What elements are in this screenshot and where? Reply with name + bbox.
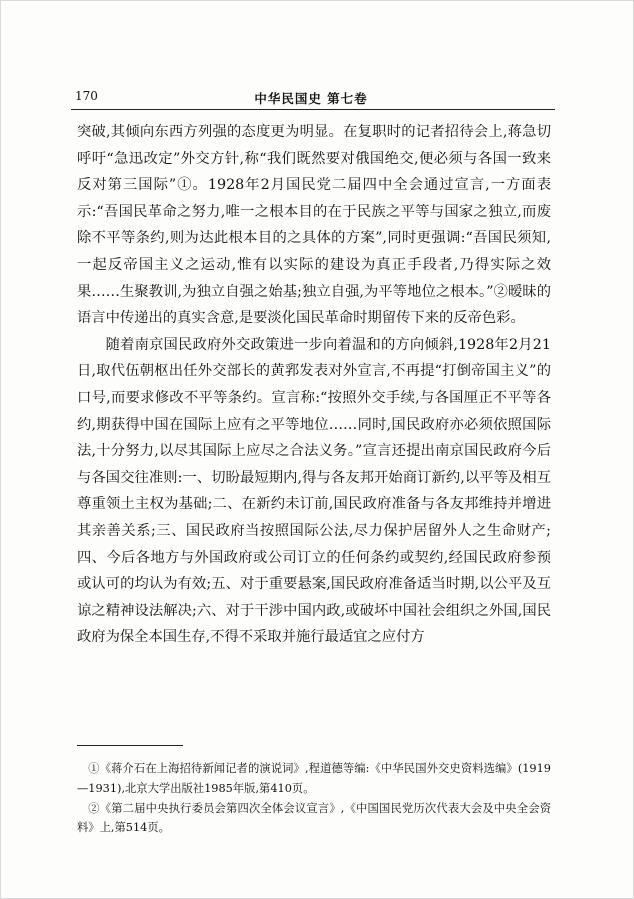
page-number: 170 [75, 89, 98, 103]
footnote-2: ②《第二届中央执行委员会第四次全体会议宣言》,《中国国民党历次代表大会及中央全会资料》上,第514页。 [77, 801, 551, 835]
page-header [71, 89, 551, 111]
body-text [77, 119, 551, 651]
header-rule [71, 109, 555, 110]
running-title: 中华民国史 第七卷 [254, 91, 368, 106]
paragraph-1: 突破,其倾向东西方列强的态度更为明显。在复职时的记者招待会上,蒋急切呼吁“急迅改定”外交方针,称“我们既然要对俄国绝交,便必须与各国一致来反对第三国际”①。1928年2月国民党二届四中全会通过宣言,一方面表示:“吾国民革命之努力,唯一之根本目的在于民族之平等与国家之独立,而废除不平等条约,则为达此根本目的之具体的方案”,同时更强调:“吾国民须知,一起反帝国主义之运动,惟有以实际的建设为真正手段者,乃得实际之效果……生聚教训,为独立自强之始基;独立自强,为平等地位之根本。”②暧昧的语言中传递出的真实含意,是要淡化国民革命时期留传下来的反帝色彩。 [77, 124, 551, 327]
paragraph-2: 随着南京国民政府外交政策进一步向着温和的方向倾斜,1928年2月21日,取代伍朝枢出任外交部长的黄郛发表对外宣言,不再提“打倒帝国主义”的口号,而要求修改不平等条约。宣言称:“按照外交手续,与各国厘正不平等各约,期获得中国在国际上应有之平等地位……同时,国民政府亦必须依照国际法,十分努力,以尽其国际上应尽之合法义务。”宣言还提出南京国民政府今后与各国交往准则:一、切盼最短期内,得与各友邦开始商订新约,以平等及相互尊重领土主权为基础;二、在新约未订前,国民政府准备与各友邦维持并增进其亲善关系;三、国民政府当按照国际公法,尽力保护居留外人之生命财产;四、今后各地方与外国政府或公司订立的任何条约或契约,经国民政府参预或认可的均认为有效;五、对于重要悬案,国民政府准备适当时期,以公平及互谅之精神设法解决;六、对于干涉中国内政,或破坏中国社会组织之外国,国民政府为保全本国生存,不得不采取并施行最适宜之应付方 [77, 336, 551, 646]
footnote-rule [77, 745, 183, 746]
footnote-1: ①《蒋介石在上海招待新闻记者的演说词》,程道德等编:《中华民国外交史资料选编》(1919—1931),北京大学出版社1985年版,第410页。 [77, 762, 551, 795]
footnotes [77, 759, 551, 838]
